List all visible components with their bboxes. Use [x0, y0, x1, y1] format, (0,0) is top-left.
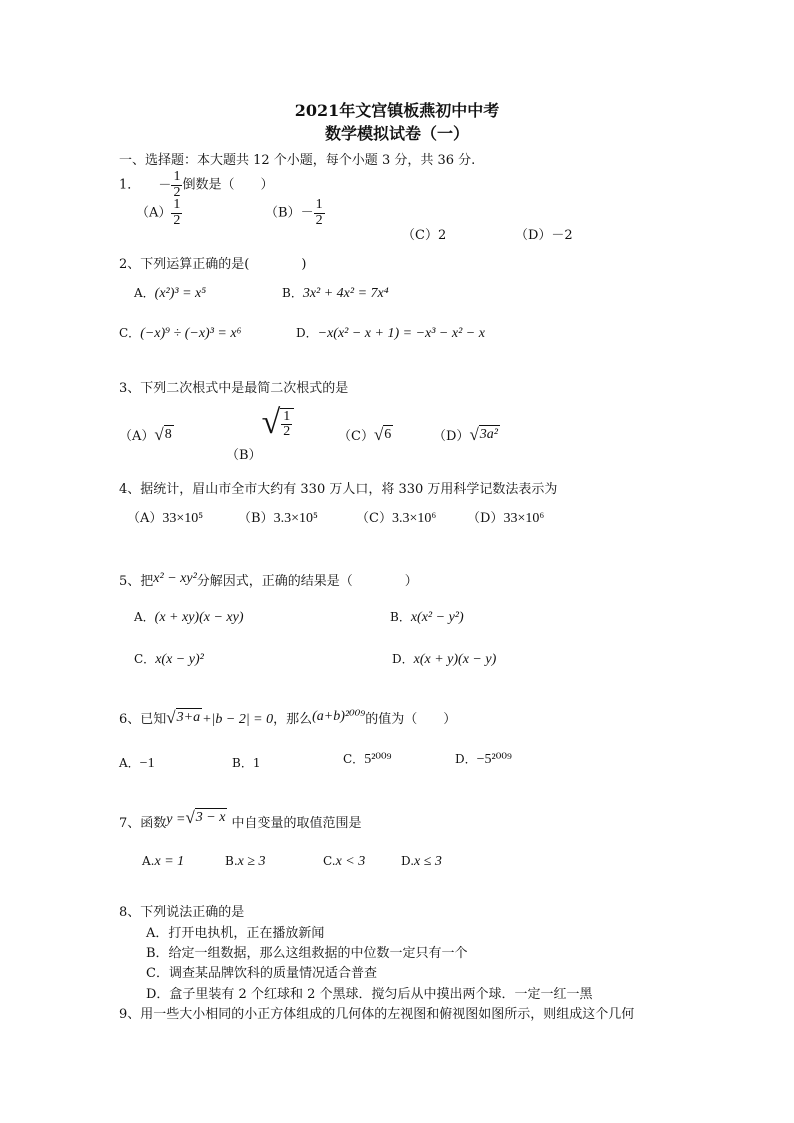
q3-a-radicand: 8 — [164, 427, 172, 442]
q6-b-label: B． — [232, 756, 253, 770]
q6-option-a — [119, 752, 155, 772]
q1-neg: － — [158, 177, 172, 193]
q7-stem-sqrt: √ 3 − x — [185, 808, 226, 827]
q5-option-b — [390, 606, 464, 626]
q3-b-num: 1 — [283, 408, 291, 424]
q3-c-label: （C） — [338, 429, 374, 444]
q5-c-expr: x(x − y)² — [155, 652, 204, 667]
q4-c-label: （C） — [356, 511, 392, 526]
q4-b-label: （B） — [238, 511, 274, 526]
q2-c-label: C． — [119, 326, 141, 340]
q2-option-c — [119, 322, 241, 342]
q7-b-expr: x ≥ 3 — [237, 854, 266, 869]
q6-stem-post: 的值为（ ） — [365, 712, 457, 727]
q2-stem: 2、下列运算正确的是( ) — [119, 257, 307, 272]
q5-option-a — [134, 606, 244, 626]
q7-stem-pre: 7、函数 — [119, 816, 167, 831]
q7-c-expr: x < 3 — [335, 854, 366, 869]
q7-stem — [119, 808, 361, 831]
q2-b-expr: 3x² + 4x² = 7x⁴ — [302, 286, 389, 301]
q1-number: 1． — [119, 177, 141, 193]
q5-stem-pre: 5、把 — [119, 574, 154, 589]
q3-d-sqrt: √ 3a² — [469, 425, 498, 444]
q3-stem: 3、下列二次根式中是最简二次根式的是 — [119, 381, 349, 396]
q1-a-fraction — [171, 198, 182, 228]
q7-option-a — [142, 850, 184, 870]
q3-d-radicand: 3a² — [479, 427, 498, 442]
q5-stem — [119, 570, 418, 589]
q5-b-expr: x(x² − y²) — [410, 610, 464, 625]
q4-option-d — [467, 507, 544, 527]
q4-b-value: 3.3×10⁵ — [273, 511, 318, 526]
q6-c-value: 5²⁰⁰⁹ — [364, 752, 392, 767]
q6-stem-expr: (a+b)²⁰⁰⁹ — [312, 709, 366, 724]
q6-d-label: D． — [455, 752, 477, 766]
q6-stem-mid: ，那么 — [273, 712, 313, 727]
q2-d-label: D． — [296, 326, 318, 340]
q5-a-label: A． — [134, 610, 155, 624]
q1-b-fraction — [314, 198, 325, 228]
q1-a-num: 1 — [173, 197, 181, 212]
q3-a-label: （A） — [119, 429, 155, 444]
q7-option-c — [323, 850, 365, 870]
q1-a-den: 2 — [173, 212, 181, 228]
q3-c-radicand: 6 — [384, 427, 392, 442]
q2-option-a — [134, 282, 206, 302]
q2-d-expr: −x(x² − x + 1) = −x³ − x² − x — [317, 326, 485, 341]
q3-option-b — [226, 406, 294, 463]
q3-option-c — [338, 425, 393, 444]
q2-option-b — [282, 282, 389, 302]
q2-option-d — [296, 322, 485, 342]
q6-a-value: −1 — [139, 756, 155, 771]
q3-a-sqrt: √ 8 — [154, 425, 172, 444]
q9-stem: 9、用一些大小相同的小正方体组成的几何体的左视图和俯视图如图所示，则组成这个几何 — [119, 1007, 635, 1022]
q5-a-expr: (x + xy)(x − xy) — [154, 610, 244, 625]
q4-option-b — [238, 507, 318, 527]
q4-d-label: （D） — [467, 511, 504, 526]
q1-frac-den: 2 — [173, 184, 181, 200]
q6-stem-sqrt: √ 3+a — [166, 708, 201, 727]
q4-option-a — [127, 507, 203, 527]
q1-b-neg: － — [300, 205, 314, 221]
q7-a-label: A. — [142, 854, 155, 868]
q5-c-label: C． — [134, 652, 156, 666]
q7-stem-radicand: 3 − x — [195, 810, 226, 825]
q2-a-expr: (x²)³ = x⁵ — [154, 286, 207, 301]
q7-option-d — [401, 850, 442, 870]
q3-option-a — [119, 425, 174, 444]
q7-d-label: D. — [401, 854, 415, 868]
q2-a-label: A． — [134, 286, 155, 300]
q3-option-d — [433, 425, 500, 444]
q1-b-den: 2 — [315, 212, 323, 228]
q4-option-c — [356, 507, 436, 527]
q6-b-value: 1 — [252, 756, 261, 770]
q6-c-label: C． — [343, 752, 365, 766]
q1-frac-num: 1 — [173, 169, 181, 184]
q7-stem-post: 中自变量的取值范围是 — [231, 816, 362, 831]
q7-b-label: B. — [225, 854, 238, 868]
q1-b-label: （B） — [265, 205, 301, 221]
q1-option-a — [136, 198, 182, 228]
q5-option-d — [392, 648, 496, 668]
q3-c-sqrt: √ 6 — [373, 425, 392, 444]
q5-stem-expr: x² − xy² — [153, 571, 197, 586]
section-header: 一、选择题：本大题共 12 个小题，每个小题 3 分，共 36 分. — [119, 153, 476, 168]
q1-b-num: 1 — [315, 197, 323, 212]
q3-b-label: （B） — [226, 448, 262, 463]
q1-option-b — [265, 198, 325, 228]
q5-b-label: B． — [390, 610, 411, 624]
q8-option-a: A．打开电执机，正在播放新闻 — [146, 926, 325, 941]
q5-stem-post: 分解因式，正确的结果是（ ） — [196, 574, 418, 589]
q4-stem: 4、据统计，眉山市全市大约有 330 万人口，将 330 万用科学记数法表示为 — [119, 482, 558, 497]
q4-a-value: 33×10⁵ — [162, 511, 204, 526]
q2-c-expr: (−x)⁹ ÷ (−x)³ = x⁶ — [140, 326, 242, 341]
exam-title-line1: 2021年文宫镇板燕初中中考 — [294, 101, 500, 120]
q1-a-label: （A） — [136, 205, 172, 221]
q4-d-value: 33×10⁶ — [503, 511, 545, 526]
q8-option-d: D．盒子里装有 2 个红球和 2 个黑球．搅匀后从中摸出两个球．一定一红一黑 — [146, 987, 593, 1002]
q6-option-b — [232, 752, 260, 771]
q3-b-sqrt: √ $\frac{1}{2}$ — [262, 406, 295, 440]
q6-stem-abs: +|b − 2| = 0 — [202, 712, 274, 727]
q3-b-den: 2 — [283, 424, 291, 440]
q6-a-label: A． — [119, 756, 140, 770]
q8-stem: 8、下列说法正确的是 — [119, 905, 245, 920]
q1-line — [119, 170, 273, 200]
q6-option-d — [455, 748, 512, 768]
q6-stem-radicand: 3+a — [176, 710, 201, 725]
q1-option-c: （C）2 — [402, 228, 447, 243]
q3-d-label: （D） — [433, 429, 470, 444]
q6-d-value: −5²⁰⁰⁹ — [476, 752, 512, 767]
q4-a-label: （A） — [127, 511, 163, 526]
q8-option-c: C．调查某品牌饮科的质量情况适合普查 — [146, 966, 377, 981]
q7-d-expr: x ≤ 3 — [414, 854, 442, 869]
q6-option-c — [343, 748, 392, 768]
q1-stem: 倒数是（ ） — [182, 177, 274, 193]
q7-c-label: C. — [323, 854, 336, 868]
q7-option-b — [225, 850, 266, 870]
q7-a-expr: x = 1 — [154, 854, 185, 869]
q6-stem-pre: 6、已知 — [119, 712, 167, 727]
q4-c-value: 3.3×10⁶ — [391, 511, 437, 526]
q2-b-label: B． — [282, 286, 303, 300]
exam-title-line2: 数学模拟试卷（一） — [324, 124, 469, 143]
q5-d-label: D． — [392, 652, 414, 666]
q1-fraction — [171, 170, 182, 200]
q5-d-expr: x(x + y)(x − y) — [413, 652, 497, 667]
q5-option-c — [134, 648, 204, 668]
q1-option-d: （D）－2 — [515, 228, 573, 243]
q6-stem — [119, 708, 456, 728]
q7-stem-y: y = — [166, 812, 186, 827]
q8-option-b: B．给定一组数据，那么这组救据的中位数一定只有一个 — [146, 946, 468, 961]
